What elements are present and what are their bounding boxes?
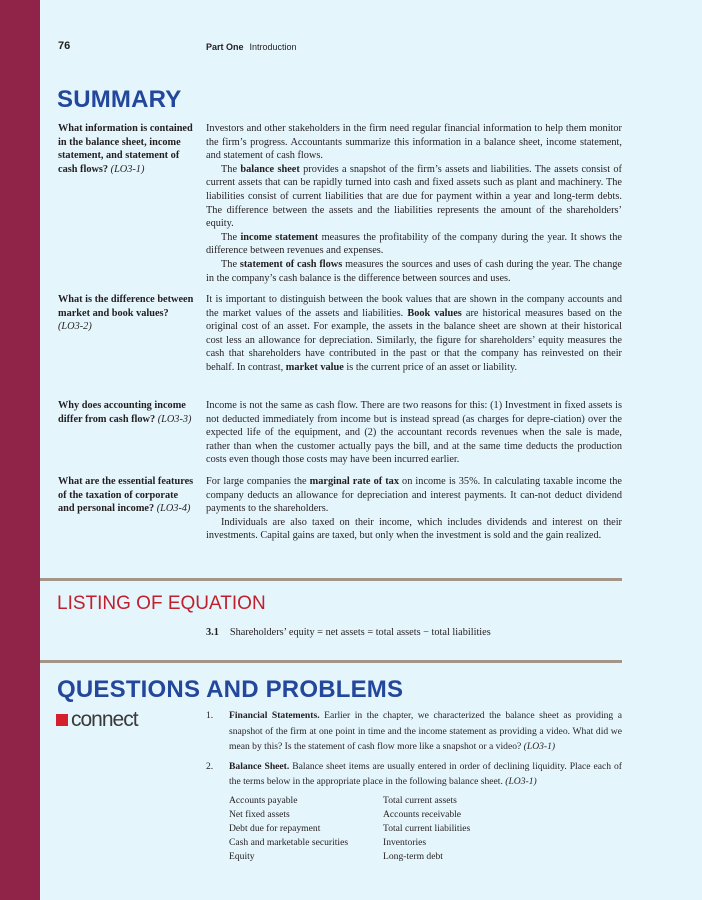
mcgraw-hill-logo-icon <box>56 714 68 726</box>
problem-list <box>206 708 622 864</box>
problem-1: 1. Financial Statements. Earlier in the chapter, we characterized the balance sheet as providing a snapshot of the firm at one point in time and the income statement as providing a video. What did we mean by this? Is the statement of cash flow more like a snapshot or a video? (LO3-1) <box>206 710 622 752</box>
summary-question-2: What is the difference between market and book values? (LO3-2) <box>58 294 194 333</box>
connect-logo: connect <box>56 708 138 732</box>
term: Total current liabilities <box>383 822 471 834</box>
summary-question-1: What information is contained in the balance sheet, income statement, and statement of cash flows? (LO3-1) <box>58 123 193 175</box>
running-header <box>206 42 297 52</box>
questions-heading: QUESTIONS AND PROBLEMS <box>57 676 404 703</box>
summary-heading: SUMMARY <box>57 86 182 113</box>
term: Inventories <box>383 836 427 848</box>
term: Cash and marketable securities <box>229 836 349 848</box>
summary-answer-1: Investors and other stakeholders in the firm need regular financial information to help them monitor the firm’s progress. Accountants summarize this information in a balance sheet, income statement, and statement of cash flows. The balance sheet provides a snapshot of the firm’s assets and liabilities. The assets consist of current assets that can be rapidly turned into cash and fixed assets such as plant and machinery. The liabilities consist of current liabilities that are due for payment within a year and long-term debts. The difference between the assets and the liabilities represents the amount of the shareholders’ equity. The income statement measures the profitability of the company during the year. It shows the difference between revenues and expenses. The statement of cash flows measures the sources and uses of cash during the year. The change in the company’s cash balance is the difference between sources and uses. <box>206 123 622 284</box>
summary-answer-2: It is important to distinguish between the book values that are shown in the company accounts and the market values of the assets and liabilities. Book values are historical measures based on the original cost of an asset. For example, the assets in the balance sheet are shown at their historical cost less an allowance for depreciation. Similarly, the figure for shareholders’ equity measures the cash that shareholders have contributed in the past or that the company has reinvested on their behalf. In contrast, market value is the current price of an asset or liability. <box>206 294 622 373</box>
summary-answer-3: Income is not the same as cash flow. There are two reasons for this: (1) Investment in fixed assets is not deducted immediately from income but is instead spread (as charges for depre-ciation) over the expected life of the equipment, and (2) the accountant records revenues when the sale is made, rather than when the customer actually pays the bill, and at the same time deducts the production costs even though those costs may have been incurred earlier. <box>206 400 622 466</box>
page-number: 76 <box>58 40 71 52</box>
equation-3-1: 3.1 Shareholders’ equity = net assets = total assets − total liabilities <box>206 627 491 638</box>
page-edge-strip <box>0 0 40 900</box>
summary-question-3: Why does accounting income differ from cash flow? (LO3-3) <box>58 400 192 425</box>
term: Total current assets <box>383 794 457 806</box>
balance-sheet-terms <box>229 794 622 864</box>
chapter-label: Introduction <box>249 42 297 52</box>
term: Accounts payable <box>229 794 298 806</box>
term: Accounts receivable <box>383 808 462 820</box>
term: Long-term debt <box>383 850 443 862</box>
equation-heading: LISTING OF EQUATION <box>57 593 266 614</box>
part-label: Part One <box>206 42 244 52</box>
term: Debt due for repayment <box>229 822 321 834</box>
section-divider <box>40 660 622 663</box>
section-divider <box>40 578 622 581</box>
summary-question-4: What are the essential features of the taxation of corporate and personal income? (LO3-4) <box>58 476 194 515</box>
problem-2: 2. Balance Sheet. Balance sheet items are usually entered in order of declining liquidity. Place each of the terms below in the appropriate place in the following balance sheet. (LO3-1) <box>206 760 622 787</box>
term: Equity <box>229 850 255 862</box>
term: Net fixed assets <box>229 808 290 820</box>
summary-answer-4: For large companies the marginal rate of tax on income is 35%. In calculating taxable income the company deducts an allowance for depreciation and interest payments. It can-not deduct dividend payments to the shareholders. Individuals are also taxed on their income, which includes dividends and interest on their investments. Capital gains are taxed, but only when the investment is sold and the gain realized. <box>206 476 622 542</box>
